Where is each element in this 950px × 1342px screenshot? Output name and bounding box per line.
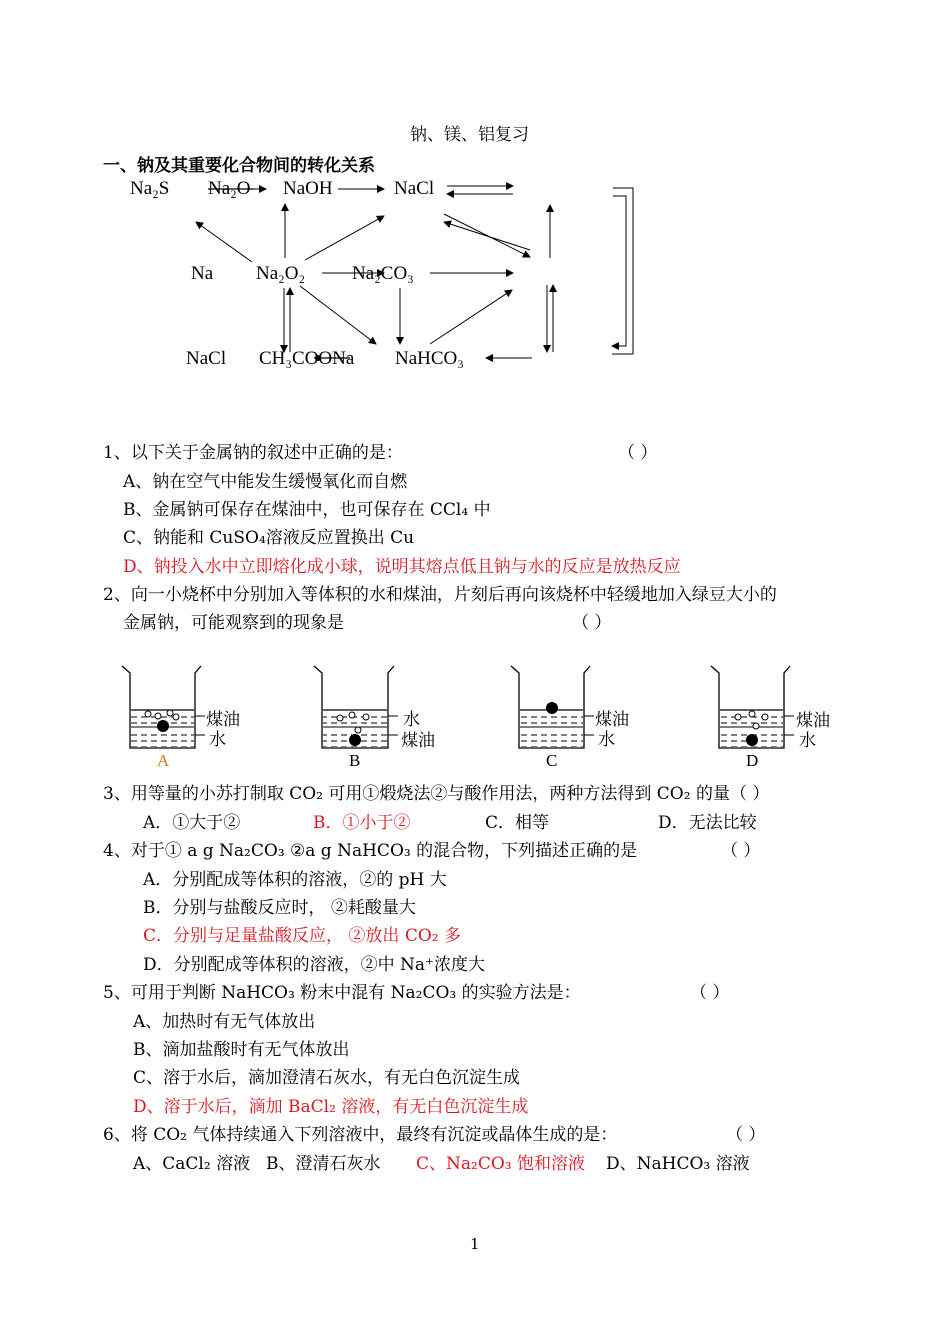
beaker-d — [711, 666, 794, 748]
section-heading: 一、钠及其重要化合物间的转化关系 — [103, 156, 375, 176]
q6-stem: 6、将 CO₂ 气体持续通入下列溶液中，最终有沉淀或晶体生成的是： — [103, 1125, 618, 1145]
beaker-b-letter: B — [349, 751, 361, 770]
q5-paren: （ ） — [690, 983, 730, 1003]
q1-option-d: D、钠投入水中立即熔化成小球，说明其熔点低且钠与水的反应是放热反应 — [123, 557, 681, 577]
beaker-d-upper-label: 煤油 — [796, 711, 830, 731]
compound-na: Na — [191, 263, 214, 284]
compound-naoh: NaOH — [283, 178, 333, 199]
compound-na2s: Na₂S — [130, 178, 170, 199]
q1-option-b: B、金属钠可保存在煤油中，也可保存在 CCl₄ 中 — [123, 500, 491, 520]
compound-nahco3: NaHCO₃ — [395, 348, 464, 369]
q6-option-c: C、Na₂CO₃ 饱和溶液 — [416, 1154, 585, 1174]
q5-stem: 5、可用于判断 NaHCO₃ 粉末中混有 Na₂CO₃ 的实验方法是： — [103, 983, 581, 1003]
q4-option-b: B．分别与盐酸反应时， ②耗酸量大 — [143, 898, 416, 918]
beaker-a-lower-label: 水 — [209, 730, 226, 750]
q1-stem: 1、以下关于金属钠的叙述中正确的是： — [103, 443, 403, 463]
q2-paren: （ ） — [572, 613, 612, 633]
q4-paren: （ ） — [721, 841, 761, 861]
compound-na2o: Na₂O — [208, 178, 251, 199]
beaker-c-lower-label: 水 — [598, 730, 615, 750]
q4-stem: 4、对于① a g Na₂CO₃ ②a g NaHCO₃ 的混合物，下列描述正确的是 — [103, 841, 638, 861]
q3-stem: 3、用等量的小苏打制取 CO₂ 可用①煅烧法②与酸作用法，两种方法得到 CO₂ 的量（ ） — [103, 784, 770, 804]
q4-option-d: D．分别配成等体积的溶液，②中 Na⁺浓度大 — [143, 955, 486, 975]
q2-stem-line1: 2、向一小烧杯中分别加入等体积的水和煤油，片刻后再向该烧杯中轻缓地加入绿豆大小的 — [103, 585, 777, 605]
beaker-b-lower-label: 煤油 — [401, 731, 435, 751]
q5-option-d: D、溶于水后，滴加 BaCl₂ 溶液，有无白色沉淀生成 — [133, 1097, 529, 1117]
beaker-c-letter: C — [546, 751, 558, 770]
q2-stem-line2: 金属钠，可能观察到的现象是 — [123, 613, 344, 633]
beaker-b-upper-label: 水 — [403, 710, 420, 730]
q6-option-b: B、澄清石灰水 — [266, 1154, 381, 1174]
beaker-a-letter: A — [157, 751, 170, 770]
beaker-a-upper-label: 煤油 — [206, 710, 240, 730]
beaker-c-upper-label: 煤油 — [595, 710, 629, 730]
q1-option-a: A、钠在空气中能发生缓慢氧化而自燃 — [123, 472, 408, 492]
q4-option-c: C．分别与足量盐酸反应， ②放出 CO₂ 多 — [143, 926, 461, 946]
q1-option-c: C、钠能和 CuSO₄溶液反应置换出 Cu — [123, 528, 415, 548]
q5-option-b: B、滴加盐酸时有无气体放出 — [133, 1040, 350, 1060]
beaker-c — [511, 666, 594, 748]
q4-option-a: A．分别配成等体积的溶液，②的 pH 大 — [143, 870, 447, 890]
beaker-d-letter: D — [746, 751, 759, 770]
q6-paren: （ ） — [726, 1125, 766, 1145]
q6-option-d: D、NaHCO₃ 溶液 — [606, 1154, 750, 1174]
page-number: 1 — [470, 1235, 480, 1253]
q5-option-a: A、加热时有无气体放出 — [133, 1012, 316, 1032]
beaker-b — [314, 666, 398, 748]
beaker-d-lower-label: 水 — [799, 731, 816, 751]
q5-option-c: C、溶于水后，滴加澄清石灰水，有无白色沉淀生成 — [133, 1068, 521, 1088]
compound-nacl-bottom: NaCl — [186, 348, 227, 369]
compound-ch3coona: CH₃COONa — [259, 348, 355, 369]
compound-nacl-top: NaCl — [394, 178, 435, 199]
q3-option-a: A．①大于② — [143, 813, 241, 833]
page-title: 钠、镁、铝复习 — [410, 125, 529, 145]
q6-option-a: A、CaCl₂ 溶液 — [133, 1154, 251, 1174]
q3-option-b: B．①小于② — [313, 813, 411, 833]
compound-na2o2: Na₂O₂ — [256, 263, 306, 284]
q3-option-c: C．相等 — [485, 813, 550, 833]
q1-paren: （ ） — [618, 443, 658, 463]
compound-na2co3: Na₂CO₃ — [352, 263, 414, 284]
beaker-a — [122, 666, 205, 748]
q3-option-d: D．无法比较 — [658, 813, 757, 833]
